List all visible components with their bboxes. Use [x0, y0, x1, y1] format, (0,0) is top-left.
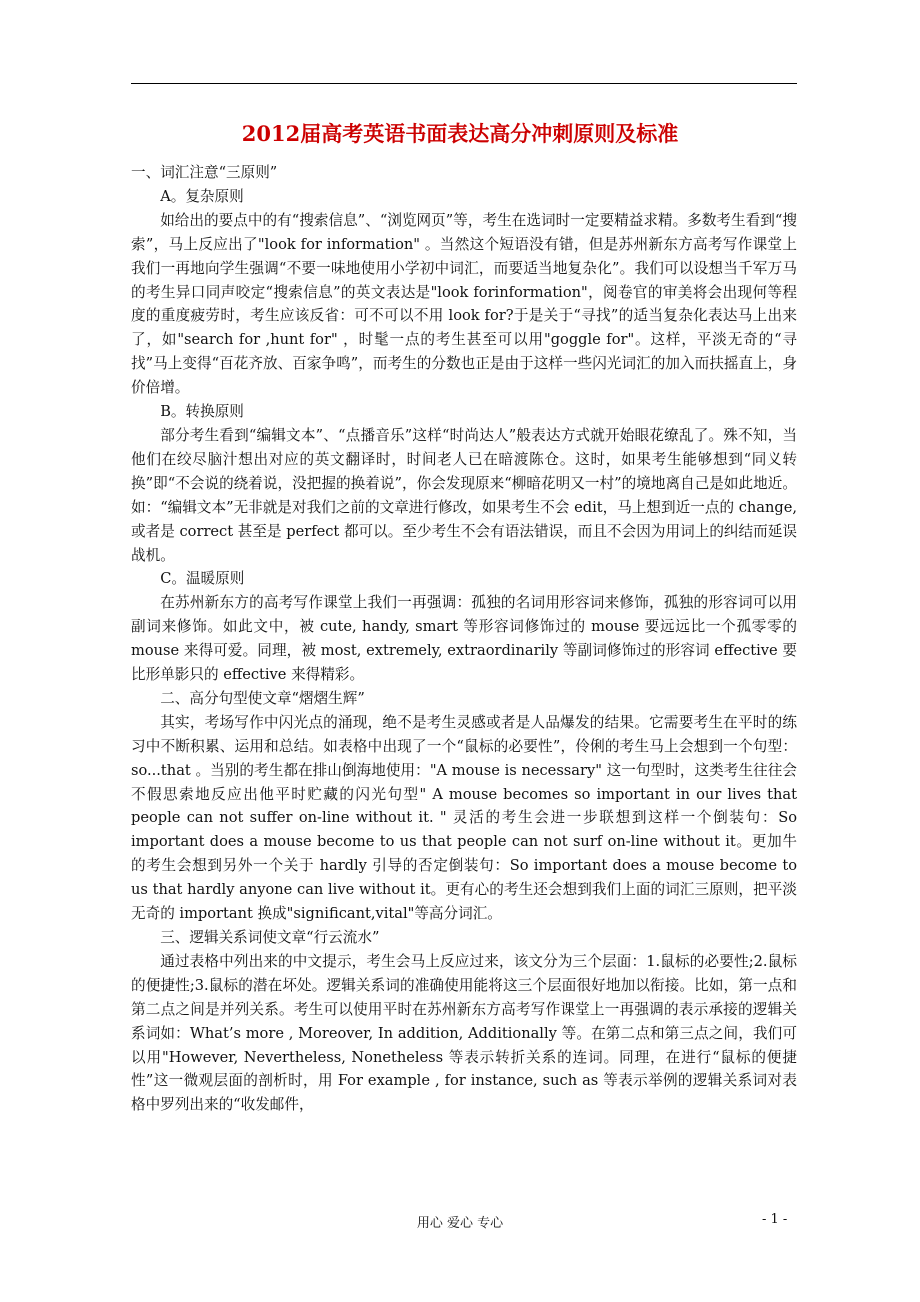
body-paragraph: 在苏州新东方的高考写作课堂上我们一再强调：孤独的名词用形容词来修饰，孤独的形容词可以用副词来修饰。如此文中，被 cute, handy, smart 等形容词修饰过的 mouse 要远远比一个孤零零的 mouse 来得可爱。同理，被 most, extremely, extraordinarily 等副词修饰过的形容词 effective 要比形单影只的 effective 来得精彩。	[131, 594, 797, 684]
footer-motto: 用心 爱心 专心	[416, 1216, 504, 1231]
body-paragraph: 部分考生看到“编辑文本”、“点播音乐”这样“时尚达人”般表达方式就开始眼花缭乱了。殊不知，当他们在绞尽脑汁想出对应的英文翻译时，时间老人已在暗渡陈仓。这时，如果考生能够想到“同义转换”即“不会说的绕着说，没把握的换着说”，你会发现原来“柳暗花明又一村”的境地离自己是如此地近。如：“编辑文本”无非就是对我们之前的文章进行修改，如果考生不会 edit，马上想到近一点的 change,或者是 correct 甚至是 perfect 都可以。至少考生不会有语法错误，而且不会因为用词上的纠结而延误战机。	[131, 426, 797, 564]
subsection-heading: A。复杂原则	[160, 187, 244, 205]
section-heading: 二、高分句型使文章“熠熠生辉”	[160, 689, 365, 707]
section-heading: 一、词汇注意“三原则”	[131, 164, 278, 181]
header-rule	[131, 83, 797, 84]
section-heading: 三、逻辑关系词使文章“行云流水”	[160, 929, 380, 946]
subsection-heading: C。温暖原则	[160, 570, 245, 588]
subsection-heading: B。转换原则	[160, 403, 244, 421]
page-number: - 1 -	[762, 1212, 788, 1227]
body-paragraph: 通过表格中列出来的中文提示，考生会马上反应过来，该文分为三个层面：1.鼠标的必要性;2.鼠标的便捷性;3.鼠标的潜在坏处。逻辑关系词的准确使用能将这三个层面很好地加以衔接。比如，第一点和第二点之间是并列关系。考生可以使用平时在苏州新东方高考写作课堂上一再强调的表示承接的逻辑关系词如：What’s more , Moreover, In addition, Additionally 等。在第二点和第三点之间，我们可以用"However, Nevertheless, Nonetheless 等表示转折关系的连词。同理，在进行“鼠标的便捷性”这一微观层面的剖析时，用 For example , for instance, such as 等表示举例的逻辑关系词对表格中罗列出来的“收发邮件，	[131, 952, 797, 1114]
document-title: 2012届高考英语书面表达高分冲刺原则及标准	[241, 121, 679, 146]
body-paragraph: 其实，考场写作中闪光点的涌现，绝不是考生灵感或者是人品爆发的结果。它需要考生在平时的练习中不断积累、运用和总结。如表格中出现了一个“鼠标的必要性”，伶俐的考生马上会想到一个句型：so...that 。当别的考生都在排山倒海地使用："A mouse is necessary" 这一句型时，这类考生往往会不假思索地反应出他平时贮藏的闪光句型" A mouse becomes so important in our lives that people can not suffer on-line without it. " 灵活的考生会进一步联想到这样一个倒装句：So important does a mouse become to us that people can not surf on-line without it。更加牛的考生会想到另外一个关于 hardly 引导的否定倒装句：So important does a mouse become to us that hardly anyone can live without it。更有心的考生还会想到我们上面的词汇三原则，把平淡无奇的 important 换成"significant,vital"等高分词汇。	[131, 713, 797, 923]
document-body	[131, 161, 797, 1117]
body-paragraph: 如给出的要点中的有“搜索信息”、“浏览网页”等，考生在选词时一定要精益求精。多数考生看到“搜索”，马上反应出了"look for information" 。当然这个短语没有错，但是苏州新东方高考写作课堂上我们一再地向学生强调“不要一味地使用小学初中词汇，而要适当地复杂化”。我们可以设想当千军万马的考生异口同声咬定“搜索信息”的英文表达是"look forinformation"，阅卷官的审美将会出现何等程度的重度疲劳时，考生应该反省：可不可以不用 look for?于是关于“寻找”的适当复杂化表达马上出来了，如"search for ,hunt for" ，时髦一点的考生甚至可以用"goggle for"。这样，平淡无奇的“寻找”马上变得“百花齐放、百家争鸣”，而考生的分数也正是由于这样一些闪光词汇的加入而扶摇直上，身价倍增。	[131, 211, 797, 397]
